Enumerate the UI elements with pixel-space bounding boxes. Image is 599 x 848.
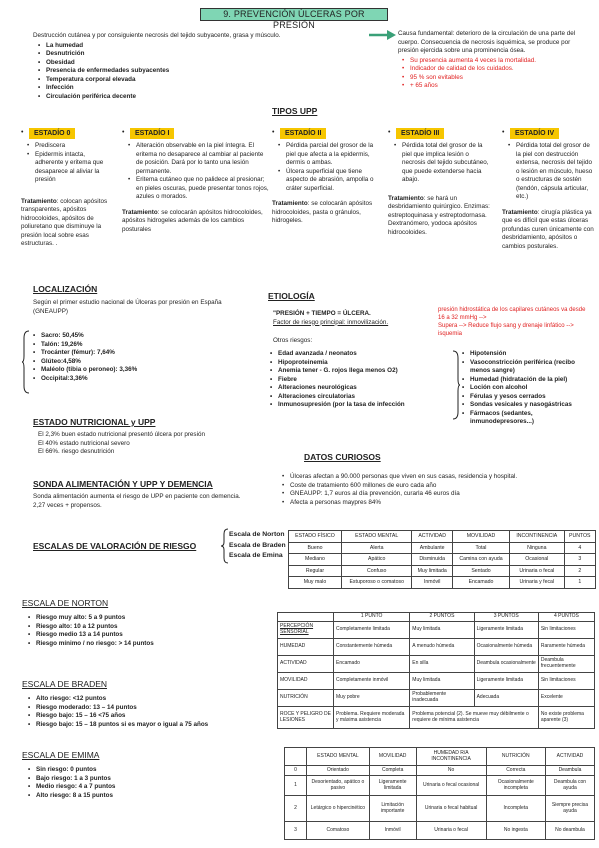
table-row bbox=[285, 796, 595, 822]
table-cell: A menudo húmeda bbox=[410, 639, 474, 656]
stage-1-title: ESTADÍO I bbox=[130, 128, 174, 139]
list-item: • Vasoconstricción periférica (recibo menos sangre) bbox=[462, 359, 594, 376]
etiologia-formula: "PRESIÓN + TIEMPO = ÚLCERA. bbox=[273, 310, 371, 317]
table-cell: Constantemente húmeda bbox=[334, 639, 410, 656]
intro-text: Destrucción cutánea y por consiguiente necrosis del tejido subyacente, grasa y músculo. bbox=[33, 32, 281, 39]
table-cell: Apático bbox=[341, 554, 412, 566]
table-cell: No bbox=[416, 766, 486, 776]
table-cell: Encamado bbox=[334, 656, 410, 673]
table-cell: Sin limitaciones bbox=[538, 673, 594, 690]
presion-list bbox=[462, 350, 594, 427]
table-cell: Completa bbox=[369, 766, 416, 776]
list-item: • Temperatura corporal elevada bbox=[38, 76, 373, 85]
table-header: MOVILIDAD bbox=[369, 748, 416, 766]
list-item: • Riesgo bajo: 15 – 16 <75 años bbox=[28, 712, 268, 721]
list-item: • Inmunosupresión (por la tasa de infección bbox=[270, 401, 450, 410]
table-cell: Urinaria o fecal bbox=[510, 565, 564, 577]
list-item: • Fármacos (sedantes, inmunodepresores...) bbox=[462, 410, 594, 427]
table-header bbox=[278, 613, 334, 622]
list-item: • Obesidad bbox=[38, 59, 373, 68]
brace-icon bbox=[22, 330, 30, 394]
table-cell: Comatoso bbox=[307, 822, 370, 840]
tipos-heading: TIPOS UPP bbox=[272, 106, 317, 117]
etiologia-otros: Otros riesgos: bbox=[273, 337, 313, 344]
table-cell: Alerta bbox=[341, 542, 412, 554]
table-cell: En silla bbox=[410, 656, 474, 673]
causa-text: Causa fundamental: deterioro de la circulación de una parte del cuerpo. Consecuencia de necrosis isquémica, se produce por presión ejercida sobre una prominencia ósea. bbox=[398, 30, 576, 54]
table-header: ESTADO FÍSICO bbox=[289, 531, 342, 543]
list-item: • Edad avanzada / neonatos bbox=[270, 350, 450, 359]
table-cell: Regular bbox=[289, 565, 342, 577]
localizacion-text: Según el primer estudio nacional de Úlceras por presión en España (GNEAUPP) bbox=[33, 299, 222, 315]
list-item: • + 65 años bbox=[402, 82, 588, 91]
table-row bbox=[278, 656, 595, 673]
list-item: • Alteración observable en la piel íntegra. El eritema no desaparece al cambiar al paciente de posición. Dará por lo tanto una lesión permanente. bbox=[128, 142, 272, 176]
list-item: • Su presencia aumenta 4 veces la mortalidad. bbox=[402, 57, 588, 66]
stage-0 bbox=[21, 128, 113, 249]
table-cell: Adecuada bbox=[474, 690, 538, 707]
stage-4-title: ESTADÍO IV bbox=[510, 128, 559, 139]
list-item: • Sin riesgo: 0 puntos bbox=[28, 766, 228, 775]
table-cell: Problema. Requiere moderada y máxima asistencia bbox=[334, 707, 410, 729]
list-item: • Alto riesgo: 8 a 15 puntos bbox=[28, 792, 228, 801]
list-item: • Desnutrición bbox=[38, 50, 373, 59]
braden-table bbox=[277, 612, 595, 729]
table-header: PUNTOS bbox=[564, 531, 595, 543]
list-item: • La humedad bbox=[38, 42, 373, 51]
list-item: • Alto riesgo: <12 puntos bbox=[28, 695, 268, 704]
list-item: • Riesgo muy alto: 5 a 9 puntos bbox=[28, 614, 248, 623]
escala-name: Escala de Braden bbox=[229, 541, 286, 549]
table-header: INCONTINENCIA bbox=[510, 531, 564, 543]
table-cell: Completamente limitada bbox=[334, 622, 410, 639]
table-row bbox=[285, 748, 595, 766]
table-header: 3 PUNTOS bbox=[474, 613, 538, 622]
stage-4-treatment: Tratamiento: cirugía plástica ya que es difícil que estas úlceras profundas curen únicamente con desbridamiento, apósitos o cambios posturales. bbox=[502, 208, 594, 250]
table-cell: Completamente inmóvil bbox=[334, 673, 410, 690]
table-row bbox=[289, 542, 596, 554]
table-row bbox=[278, 639, 595, 656]
table-cell: Desorientado, apático o pasivo bbox=[307, 776, 370, 796]
table-header bbox=[285, 748, 307, 766]
list-item: • Glúteo:4,58% bbox=[33, 358, 233, 367]
demencia-body bbox=[33, 493, 278, 510]
emina-list bbox=[28, 766, 228, 800]
table-cell: Ambulante bbox=[412, 542, 452, 554]
table-cell: 0 bbox=[285, 766, 307, 776]
brace-icon bbox=[452, 350, 460, 420]
table-cell: Probablemente inadecuada bbox=[410, 690, 474, 707]
list-item: • Úlceras afectan a 90.000 personas que viven en sus casas, residencia y hospital. bbox=[282, 473, 592, 482]
braden-list bbox=[28, 695, 268, 729]
presion-text: presión hidrostática de los capilares cutáneos va desde 16 a 32 mmHg --> Supera --> Reduce flujo sang y drenaje linfático --> isquemia bbox=[438, 307, 586, 338]
causa-section bbox=[398, 30, 588, 91]
demencia-line: 2,27 veces + propensos. bbox=[33, 501, 102, 509]
table-header: ESTADO MENTAL bbox=[341, 531, 412, 543]
nutricion-line: El 66%. riesgo desnutrición bbox=[38, 448, 115, 455]
list-item: • Hipotensión bbox=[462, 350, 594, 359]
causa-stats-list bbox=[402, 57, 588, 91]
demencia-heading: SONDA ALIMENTACIÓN Y UPP Y DEMENCIA bbox=[33, 479, 213, 490]
table-cell: Muy limitada bbox=[410, 673, 474, 690]
etiologia-riesgo: Factor de riesgo principal: inmovilización. bbox=[273, 318, 389, 326]
table-cell: 1 bbox=[564, 577, 595, 589]
stage-2-title: ESTADÍO II bbox=[280, 128, 326, 139]
table-cell: Raramente húmeda bbox=[538, 639, 594, 656]
risk-factor-list bbox=[38, 42, 373, 102]
table-cell: 3 bbox=[285, 822, 307, 840]
table-cell: Excelente bbox=[538, 690, 594, 707]
table-cell: Ocasionalmente húmeda bbox=[474, 639, 538, 656]
table-cell: Total bbox=[452, 542, 509, 554]
stage-1 bbox=[122, 128, 272, 234]
list-item: • Presencia de enfermedades subyacentes bbox=[38, 67, 373, 76]
escala-name: Escala de Norton bbox=[229, 531, 285, 538]
table-cell: No ingesta bbox=[486, 822, 545, 840]
table-cell: Estuporoso o comatoso bbox=[341, 577, 412, 589]
list-item: • Férulas y yesos cerrados bbox=[462, 393, 594, 402]
demencia-line: Sonda alimentación aumenta el riesgo de UPP en paciente con demencia. bbox=[33, 493, 241, 500]
list-item: • Maléolo (tibia o peroneo): 3,36% bbox=[33, 366, 233, 375]
table-row bbox=[278, 707, 595, 729]
table-row bbox=[285, 776, 595, 796]
table-cell: Bueno bbox=[289, 542, 342, 554]
table-cell: Problema potencial (2). Se mueve muy débilmente o requiere de mínima asistencia bbox=[410, 707, 539, 729]
list-item: • Epidermis intacta, adherente y eritema que desaparece al aliviar la presión bbox=[27, 151, 113, 185]
list-item: • Trocánter (fémur): 7,64% bbox=[33, 349, 233, 358]
table-cell: Ligeramente limitada bbox=[474, 622, 538, 639]
arrow-right-icon bbox=[368, 30, 396, 40]
table-cell: NUTRICIÓN bbox=[278, 690, 334, 707]
table-row bbox=[278, 622, 595, 639]
nutricion-heading: ESTADO NUTRICIONAL y UPP bbox=[33, 417, 155, 428]
table-cell: Sentado bbox=[452, 565, 509, 577]
stage-3-title: ESTADÍO III bbox=[396, 128, 444, 139]
list-item: • Riesgo mínimo / no riesgo: > 14 puntos bbox=[28, 640, 248, 649]
table-cell: No existe problema aparente (3) bbox=[538, 707, 594, 729]
table-cell: Ligeramente limitada bbox=[369, 776, 416, 796]
list-item: • Pérdida total del grosor de la piel que implica lesión o necrosis del tejido subcutáneo, que puede extenderse hacia abajo. bbox=[394, 142, 492, 185]
table-row bbox=[289, 577, 596, 589]
table-cell: Correcta bbox=[486, 766, 545, 776]
table-cell: Ligeramente limitada bbox=[474, 673, 538, 690]
list-item: • Alteraciones circulatorias bbox=[270, 393, 450, 402]
table-cell: Deambula frecuentemente bbox=[538, 656, 594, 673]
list-item: • Anemia tener - G. rojos llega menos O2) bbox=[270, 367, 450, 376]
table-cell: Urinaria o fecal ocasional bbox=[416, 776, 486, 796]
list-item: • Sondas vesicales y nasogástricas bbox=[462, 401, 594, 410]
table-cell: Muy pobre bbox=[334, 690, 410, 707]
stage-2-treatment: Tratamiento: se colocarán apósitos hidrocoloides, pasta o gránulos, hidrogeles. bbox=[272, 200, 373, 224]
table-cell: Ninguna bbox=[510, 542, 564, 554]
escalas-names bbox=[229, 530, 286, 562]
localizacion-heading: LOCALIZACIÓN bbox=[33, 284, 97, 295]
list-item: • Riesgo moderado: 13 – 14 puntos bbox=[28, 704, 268, 713]
table-header: 4 PUNTOS bbox=[538, 613, 594, 622]
list-item: • Eritema cutáneo que no palidece al presionar; en pieles oscuras, puede presentar tonos rojos, azules o morados. bbox=[128, 176, 272, 202]
list-item: • Occipital:3,36% bbox=[33, 375, 233, 384]
table-row bbox=[278, 673, 595, 690]
table-cell: PERCEPCIÓN SENSORIAL bbox=[278, 622, 334, 639]
list-item: • Indicador de calidad de los cuidados. bbox=[402, 65, 588, 74]
norton-heading: ESCALA DE NORTON bbox=[22, 598, 108, 609]
table-row bbox=[285, 822, 595, 840]
table-cell: Confuso bbox=[341, 565, 412, 577]
list-item: • Humedad (hidratación de la piel) bbox=[462, 376, 594, 385]
stage-3-treatment: Tratamiento: se hará un desbridamiento quirúrgico. Enzimas: estreptoquinasa y estreptodornasa. Dextranómero, yodoca apósitos hidrocoloides. bbox=[388, 194, 490, 236]
stage-2 bbox=[272, 128, 378, 226]
escala-name: Escala de Emina bbox=[229, 552, 283, 559]
list-item: • Riesgo medio 13 a 14 puntos bbox=[28, 631, 248, 640]
table-cell: Siempre precisa ayuda bbox=[545, 796, 594, 822]
table-cell: Camina con ayuda bbox=[452, 554, 509, 566]
list-item: • Medio riesgo: 4 a 7 puntos bbox=[28, 783, 228, 792]
table-row bbox=[289, 531, 596, 543]
braden-heading: ESCALA DE BRADEN bbox=[22, 679, 107, 690]
emina-table bbox=[284, 747, 595, 840]
table-cell: ACTIVIDAD bbox=[278, 656, 334, 673]
etiologia-list bbox=[270, 350, 450, 410]
list-item: • Sacro: 50,45% bbox=[33, 332, 233, 341]
etiologia-body bbox=[273, 310, 433, 346]
table-cell: Disminuida bbox=[412, 554, 452, 566]
table-cell: Deambula ocasionalmente bbox=[474, 656, 538, 673]
etiologia-heading: ETIOLOGÍA bbox=[268, 291, 315, 302]
table-header: ACTIVIDAD bbox=[412, 531, 452, 543]
table-cell: Deambula bbox=[545, 766, 594, 776]
list-item: • Prediscera bbox=[27, 142, 113, 151]
list-item: • Alteraciones neurológicas bbox=[270, 384, 450, 393]
table-header: ACTIVIDAD bbox=[545, 748, 594, 766]
nutricion-line: El 2,3% buen estado nutricional presentó úlcera por presión bbox=[38, 431, 205, 438]
table-row bbox=[289, 554, 596, 566]
list-item: • Fiebre bbox=[270, 376, 450, 385]
norton-table bbox=[288, 530, 596, 589]
table-cell: 1 bbox=[285, 776, 307, 796]
list-item: • 95 % son evitables bbox=[402, 74, 588, 83]
emina-heading: ESCALA DE EMIMA bbox=[22, 750, 99, 761]
list-item: • Riesgo alto: 10 a 12 puntos bbox=[28, 623, 248, 632]
stage-3 bbox=[388, 128, 492, 237]
table-row bbox=[278, 690, 595, 707]
table-header: NUTRICIÓN bbox=[486, 748, 545, 766]
table-cell: Letárgico o hipercinético bbox=[307, 796, 370, 822]
table-header: 2 PUNTOS bbox=[410, 613, 474, 622]
brace-icon bbox=[221, 528, 229, 564]
list-item: • Afecta a personas maypres 84% bbox=[282, 499, 592, 508]
stage-0-title: ESTADÍO 0 bbox=[29, 128, 75, 139]
table-cell: HUMEDAD bbox=[278, 639, 334, 656]
list-item: • Talón: 19,26% bbox=[33, 341, 233, 350]
table-row bbox=[289, 565, 596, 577]
table-cell: Sin limitaciones bbox=[538, 622, 594, 639]
stage-1-treatment: Tratamiento: se colocarán apósitos hidrocoloides, apósitos hidrogeles además de los cambios posturales bbox=[122, 208, 263, 233]
stage-4 bbox=[502, 128, 594, 251]
table-cell: Inmóvil bbox=[369, 822, 416, 840]
page-title: 9. PREVENCIÓN ÚLCERAS POR PRESIÓN bbox=[200, 8, 388, 21]
table-cell: Mediano bbox=[289, 554, 342, 566]
table-cell: Muy malo bbox=[289, 577, 342, 589]
table-cell: Muy limitada bbox=[412, 565, 452, 577]
list-item: • Infección bbox=[38, 84, 373, 93]
table-cell: ROCE Y PELIGRO DE LESIONES bbox=[278, 707, 334, 729]
table-row bbox=[278, 613, 595, 622]
table-cell: Deambula con ayuda bbox=[545, 776, 594, 796]
table-cell: Urinaria o fecal habitual bbox=[416, 796, 486, 822]
table-cell: Encamado bbox=[452, 577, 509, 589]
table-header: MOVILIDAD bbox=[452, 531, 509, 543]
list-item: • Loción con alcohol bbox=[462, 384, 594, 393]
table-cell: No deambula bbox=[545, 822, 594, 840]
list-item: • GNEAUPP: 1,7 euros al día prevención, curarla 46 euros día bbox=[282, 490, 592, 499]
list-item: • Riesgo bajo: 15 – 18 puntos si es mayor o igual a 75 años bbox=[28, 721, 268, 730]
table-cell: Urinaria y fecal bbox=[510, 577, 564, 589]
table-cell: Limitación importante bbox=[369, 796, 416, 822]
escalas-heading: ESCALAS DE VALORACIÓN DE RIESGO bbox=[33, 541, 196, 552]
table-cell: Muy limitada bbox=[410, 622, 474, 639]
norton-list bbox=[28, 614, 248, 648]
list-item: • Úlcera superficial que tiene aspecto de abrasión, ampolla o cráter superficial. bbox=[278, 168, 378, 194]
table-cell: 4 bbox=[564, 542, 595, 554]
table-cell: 2 bbox=[285, 796, 307, 822]
table-cell: Orientado bbox=[307, 766, 370, 776]
list-item: • Bajo riesgo: 1 a 3 puntos bbox=[28, 775, 228, 784]
table-cell: 3 bbox=[564, 554, 595, 566]
table-cell: Urinaria o fecal bbox=[416, 822, 486, 840]
curiosos-list bbox=[282, 473, 592, 507]
curiosos-heading: DATOS CURIOSOS bbox=[304, 452, 381, 463]
list-item: • Pérdida total del grosor de la piel con destrucción extensa, necrosis del tejido o lesión en músculo, hueso o estructuras de sostén (tendón, cápsula articular, etc.) bbox=[508, 142, 594, 202]
nutricion-line: El 40% estado nutricional severo bbox=[38, 439, 130, 447]
localizacion-list bbox=[33, 332, 233, 383]
table-cell: Ocasionalmente incompleta bbox=[486, 776, 545, 796]
table-cell: MOVILIDAD bbox=[278, 673, 334, 690]
table-cell: Incompleta bbox=[486, 796, 545, 822]
list-item: • Hipoproteinemia bbox=[270, 359, 450, 368]
table-cell: Ocasional bbox=[510, 554, 564, 566]
stage-0-treatment: Tratamiento: colocan apósitos transparentes, apósitos hidrocoloides, apósitos de poliuretano que disminuye la presión local sobre esas estructuras. . bbox=[21, 197, 108, 247]
table-row bbox=[285, 766, 595, 776]
list-item: • Coste de tratamiento 600 millones de euro cada año bbox=[282, 482, 592, 491]
list-item: • Pérdida parcial del grosor de la piel que afecta a la epidermis, dermis o ambas. bbox=[278, 142, 378, 168]
table-header: 1 PUNTO bbox=[334, 613, 410, 622]
table-cell: Inmóvil bbox=[412, 577, 452, 589]
list-item: • Circulación periférica decente bbox=[38, 93, 373, 102]
table-header: ESTADO MENTAL bbox=[307, 748, 370, 766]
table-header: HUMEDAD R/A INCONTINENCIA bbox=[416, 748, 486, 766]
table-cell: 2 bbox=[564, 565, 595, 577]
nutricion-body bbox=[38, 431, 268, 457]
intro-section bbox=[33, 32, 373, 101]
